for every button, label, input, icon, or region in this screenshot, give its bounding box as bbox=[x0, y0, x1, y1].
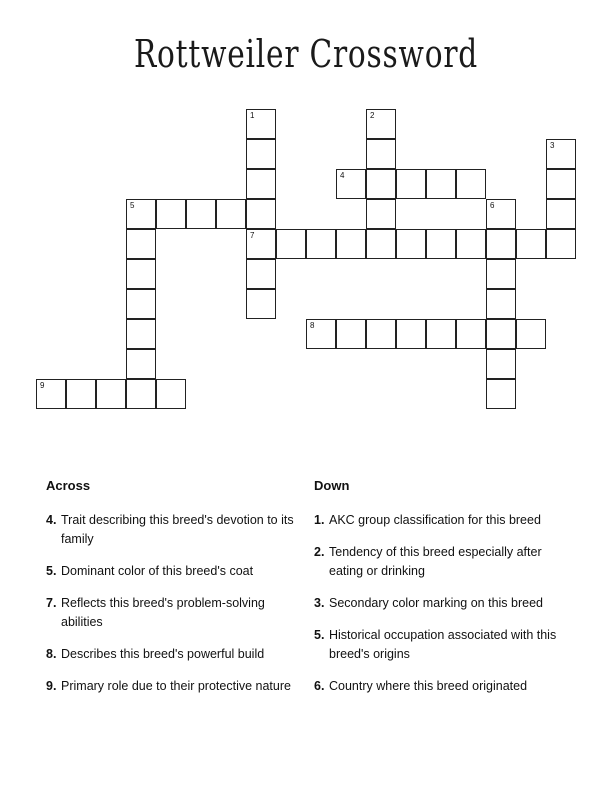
grid-cell[interactable] bbox=[426, 319, 456, 349]
clue-text: Tendency of this breed especially after eating or drinking bbox=[329, 545, 542, 578]
down-clue bbox=[314, 594, 574, 613]
down-heading: Down bbox=[314, 478, 350, 493]
clue-number: 3. bbox=[314, 596, 325, 610]
grid-cell[interactable] bbox=[396, 319, 426, 349]
grid-cell[interactable] bbox=[486, 229, 516, 259]
cell-number: 1 bbox=[250, 111, 255, 120]
clue-text: AKC group classification for this breed bbox=[329, 513, 541, 527]
clue-text: Dominant color of this breed's coat bbox=[61, 564, 254, 578]
grid-cell[interactable] bbox=[546, 229, 576, 259]
clue-number: 8. bbox=[46, 647, 57, 661]
grid-cell[interactable] bbox=[546, 169, 576, 199]
grid-cell[interactable] bbox=[456, 169, 486, 199]
grid-cell[interactable] bbox=[546, 139, 576, 169]
grid-cell[interactable] bbox=[306, 229, 336, 259]
grid-cell[interactable] bbox=[516, 319, 546, 349]
grid-cell[interactable] bbox=[456, 229, 486, 259]
grid-cell[interactable] bbox=[366, 139, 396, 169]
grid-cell[interactable] bbox=[336, 319, 366, 349]
cell-number: 6 bbox=[490, 201, 495, 210]
across-heading: Across bbox=[46, 478, 91, 493]
grid-cell[interactable] bbox=[366, 199, 396, 229]
grid-cell[interactable] bbox=[126, 349, 156, 379]
grid-cell[interactable] bbox=[396, 169, 426, 199]
across-clue bbox=[46, 594, 306, 632]
clue-number: 5. bbox=[314, 628, 325, 642]
clue-number: 5. bbox=[46, 564, 57, 578]
grid-cell[interactable] bbox=[126, 379, 156, 409]
grid-cell[interactable] bbox=[456, 319, 486, 349]
grid-cell[interactable] bbox=[36, 379, 66, 409]
grid-cell[interactable] bbox=[366, 319, 396, 349]
across-clues bbox=[46, 478, 306, 709]
grid-cell[interactable] bbox=[126, 229, 156, 259]
clue-text: Primary role due to their protective nature bbox=[61, 679, 291, 693]
clue-text: Country where this breed originated bbox=[329, 679, 528, 693]
grid-cell[interactable] bbox=[336, 229, 366, 259]
grid-cell[interactable] bbox=[246, 229, 276, 259]
grid-cell[interactable] bbox=[246, 109, 276, 139]
grid-cell[interactable] bbox=[426, 229, 456, 259]
down-clue bbox=[314, 543, 574, 581]
clue-text: Reflects this breed's problem-solving abilities bbox=[61, 596, 265, 629]
grid-cell[interactable] bbox=[486, 259, 516, 289]
grid-cell[interactable] bbox=[246, 139, 276, 169]
grid-cell[interactable] bbox=[126, 319, 156, 349]
down-clues bbox=[314, 478, 574, 709]
across-clue bbox=[46, 645, 306, 664]
grid-cell[interactable] bbox=[126, 199, 156, 229]
grid-cell[interactable] bbox=[336, 169, 366, 199]
clue-text: Trait describing this breed's devotion to its family bbox=[61, 513, 294, 546]
down-clue bbox=[314, 511, 574, 530]
cell-number: 8 bbox=[310, 321, 315, 330]
grid-cell[interactable] bbox=[66, 379, 96, 409]
cell-number: 4 bbox=[340, 171, 345, 180]
across-clue bbox=[46, 562, 306, 581]
clue-text: Secondary color marking on this breed bbox=[329, 596, 544, 610]
grid-cell[interactable] bbox=[186, 199, 216, 229]
grid-cell[interactable] bbox=[366, 109, 396, 139]
grid-cell[interactable] bbox=[426, 169, 456, 199]
grid-cell[interactable] bbox=[126, 289, 156, 319]
cell-number: 9 bbox=[40, 381, 45, 390]
cell-number: 2 bbox=[370, 111, 375, 120]
cell-number: 5 bbox=[130, 201, 135, 210]
clue-number: 2. bbox=[314, 545, 325, 559]
clue-number: 4. bbox=[46, 513, 57, 527]
across-clue bbox=[46, 511, 306, 549]
grid-cell[interactable] bbox=[246, 289, 276, 319]
clue-number: 7. bbox=[46, 596, 57, 610]
grid-cell[interactable] bbox=[156, 199, 186, 229]
clue-number: 9. bbox=[46, 679, 57, 693]
clue-number: 6. bbox=[314, 679, 325, 693]
grid-cell[interactable] bbox=[126, 259, 156, 289]
clue-text: Historical occupation associated with this breed's origins bbox=[329, 628, 557, 661]
down-clue bbox=[314, 677, 574, 696]
grid-cell[interactable] bbox=[366, 229, 396, 259]
grid-cell[interactable] bbox=[306, 319, 336, 349]
grid-cell[interactable] bbox=[486, 199, 516, 229]
cell-number: 7 bbox=[250, 231, 255, 240]
grid-cell[interactable] bbox=[156, 379, 186, 409]
grid-cell[interactable] bbox=[546, 199, 576, 229]
grid-cell[interactable] bbox=[486, 379, 516, 409]
grid-cell[interactable] bbox=[516, 229, 546, 259]
clue-number: 1. bbox=[314, 513, 325, 527]
down-clue bbox=[314, 626, 574, 664]
grid-cell[interactable] bbox=[246, 259, 276, 289]
clue-text: Describes this breed's powerful build bbox=[61, 647, 265, 661]
grid-cell[interactable] bbox=[216, 199, 246, 229]
grid-cell[interactable] bbox=[396, 229, 426, 259]
grid-cell[interactable] bbox=[486, 289, 516, 319]
across-clue bbox=[46, 677, 306, 696]
grid-cell[interactable] bbox=[246, 199, 276, 229]
grid-cell[interactable] bbox=[366, 169, 396, 199]
cell-number: 3 bbox=[550, 141, 555, 150]
grid-cell[interactable] bbox=[486, 349, 516, 379]
grid-cell[interactable] bbox=[96, 379, 126, 409]
grid-cell[interactable] bbox=[246, 169, 276, 199]
page-title: Rottweiler Crossword bbox=[133, 32, 479, 76]
grid-cell[interactable] bbox=[276, 229, 306, 259]
grid-cell[interactable] bbox=[486, 319, 516, 349]
